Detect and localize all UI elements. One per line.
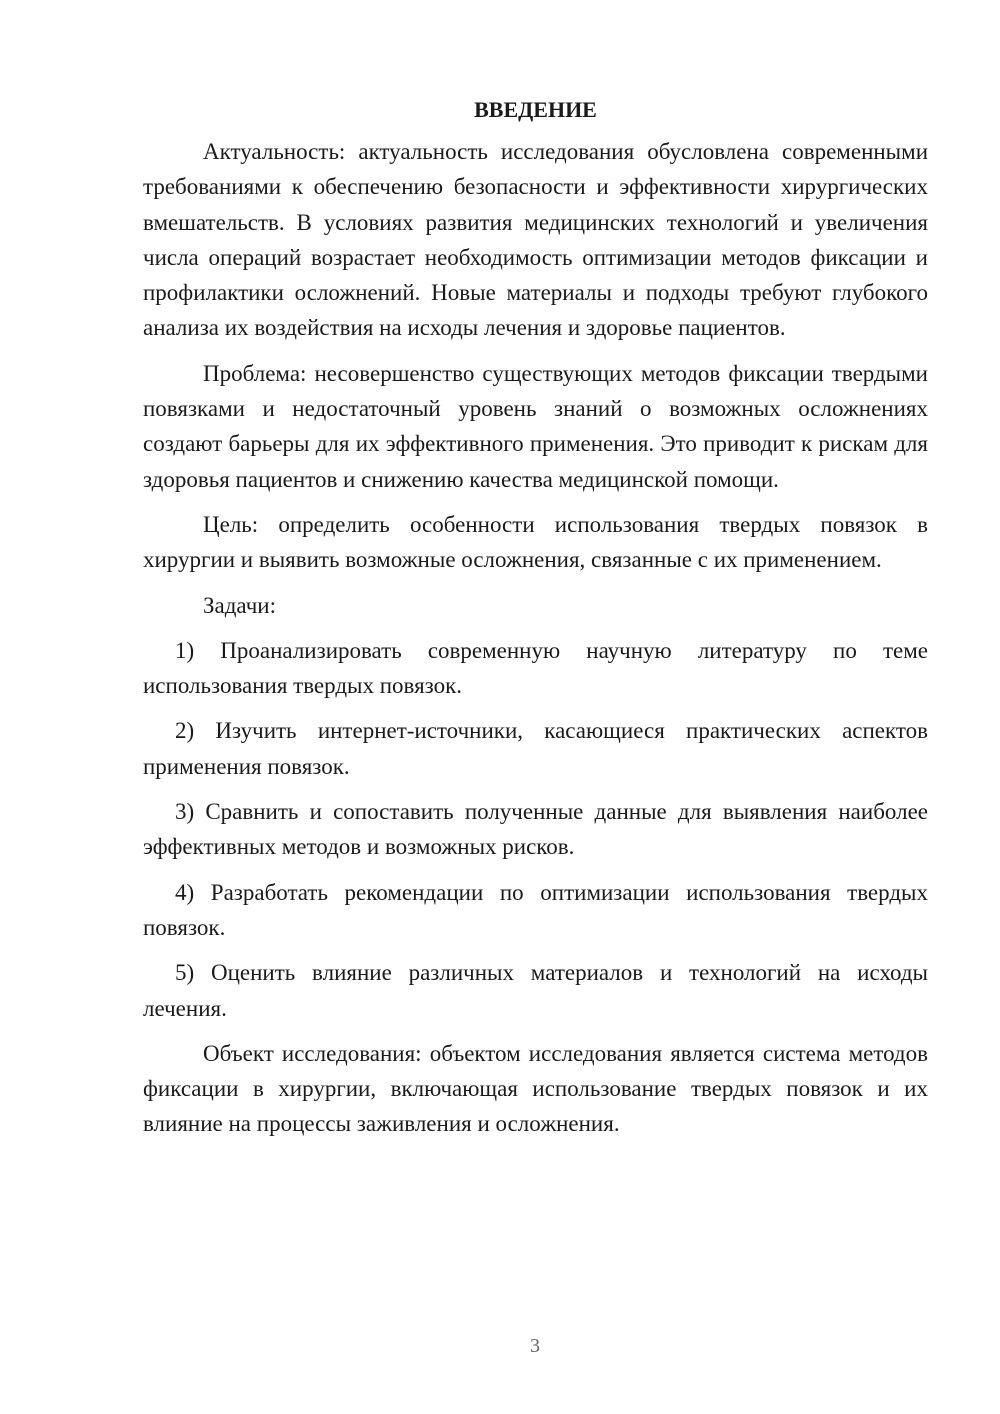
- tasks-label: Задачи:: [203, 592, 276, 618]
- task-item: 1) Проанализировать современную научную литературу по теме использования твердых повязок.: [143, 637, 928, 699]
- task-item: 2) Изучить интернет-источники, касающиеся практических аспектов применения повязок.: [143, 718, 928, 779]
- task-item: 4) Разработать рекомендации по оптимизации использования твердых повязок.: [143, 879, 928, 940]
- section-heading: ВВЕДЕНИЕ: [474, 97, 597, 122]
- page-number: 3: [530, 1335, 540, 1357]
- goal-paragraph: Цель: определить особенности использования твердых повязок в хирургии и выявить возможные осложнения, связанные с их применением.: [143, 511, 928, 573]
- task-item: 3) Сравнить и сопоставить полученные данные для выявления наиболее эффективных методов и возможных рисков.: [143, 799, 928, 860]
- task-item: 5) Оценить влияние различных материалов и технологий на исходы лечения.: [143, 960, 928, 1021]
- page-content: [143, 96, 928, 1152]
- relevance-paragraph: Актуальность: актуальность исследования обусловлена современными требованиями к обеспечению безопасности и эффективности хирургических вмешательств. В условиях развития медицинских технологий и увеличения числа операций возрастает необходимость оптимизации методов фиксации и профилактики осложнений. Новые материалы и подходы требуют глубокого анализа их воздействия на исходы лечения и здоровье пациентов.: [143, 139, 928, 341]
- problem-paragraph: Проблема: несовершенство существующих методов фиксации твердыми повязками и недостаточный уровень знаний о возможных осложнениях создают барьеры для их эффективного применения. Это приводит к рискам для здоровья пациентов и снижению качества медицинской помощи.: [143, 360, 928, 492]
- object-paragraph: Объект исследования: объектом исследования является система методов фиксации в хирургии, включающая использование твердых повязок и их влияние на процессы заживления и осложнения.: [143, 1040, 928, 1137]
